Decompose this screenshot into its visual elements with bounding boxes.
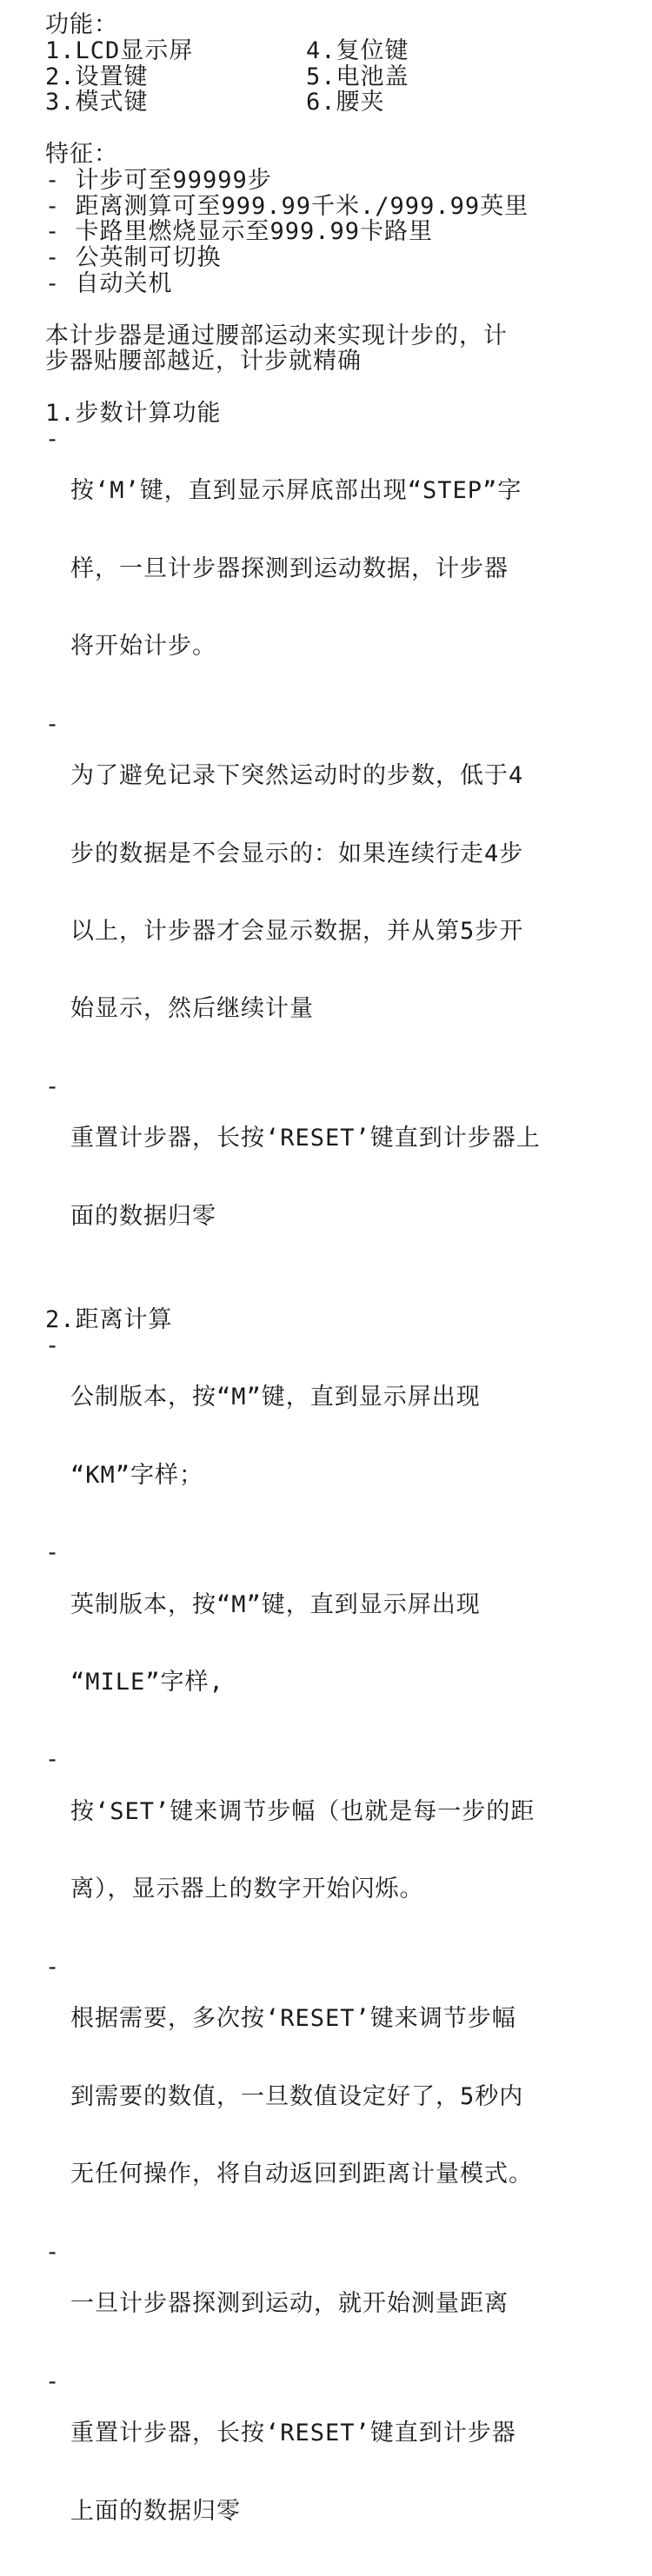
bullet-line: 以上，计步器才会显示数据，并从第5步开 (70, 917, 524, 945)
manual-document (45, 12, 628, 2576)
features-heading: 特征： (45, 140, 118, 168)
feature-item: - 计步可至99999步 (45, 166, 272, 194)
section1-bullet (45, 712, 628, 1074)
bullet-line: 面的数据归零 (70, 1202, 216, 1230)
bullet-dash: - (45, 425, 61, 453)
spacer (45, 116, 628, 142)
functions-heading: 功能： (45, 11, 118, 38)
bullet-line: 将开始计步。 (70, 633, 216, 661)
functions-row (45, 38, 628, 64)
bullet-dash: - (45, 1953, 61, 1981)
section2-bullet (45, 2240, 628, 2369)
bullet-dash: - (45, 710, 61, 738)
bullet-line: 根据需要，多次按‘RESET’键来调节步幅 (70, 2005, 516, 2033)
bullet-dash: - (45, 2367, 61, 2395)
bullet-line: “KM”字样； (70, 1461, 204, 1489)
bullet-dash: - (45, 1539, 61, 1567)
bullet-dash: - (45, 2238, 61, 2266)
section2-bullet (45, 2369, 628, 2576)
bullet-line: 按‘M’键，直到显示屏底部出现“STEP”字 (70, 477, 522, 505)
bullet-line: 到需要的数值，一旦数值设定好了，5秒内 (70, 2082, 524, 2110)
feature-item: - 卡路里燃烧显示至999.99卡路里 (45, 218, 434, 246)
bullet-line: 为了避免记录下突然运动时的步数，低于4 (70, 762, 524, 790)
section2-bullet (45, 1747, 628, 1954)
spacer (45, 1281, 628, 1307)
function-item: 3.模式键 (45, 89, 149, 116)
intro-line: 步器贴腰部越近，计步就精确 (45, 348, 362, 375)
bullet-line: 离），显示器上的数字开始闪烁。 (70, 1876, 424, 1903)
bullet-line: 公制版本，按“M”键，直到显示屏出现 (70, 1384, 481, 1411)
section2-bullet (45, 1540, 628, 1747)
bullet-line: 样，一旦计步器探测到运动数据，计步器 (70, 554, 509, 582)
intro-line: 本计步器是通过腰部运动来实现计步的，计 (45, 322, 508, 349)
bullet-line: 重置计步器，长按‘RESET’键直到计步器上 (70, 1125, 541, 1152)
bullet-dash: - (45, 1746, 61, 1774)
functions-row (45, 64, 628, 90)
bullet-line: 步的数据是不会显示的：如果连续行走4步 (70, 840, 524, 867)
function-item: 1.LCD显示屏 (45, 37, 194, 64)
bullet-line: 上面的数据归零 (70, 2497, 241, 2525)
section2-heading: 2.距离计算 (45, 1305, 173, 1333)
functions-row (45, 90, 628, 116)
section2-bullet (45, 1955, 628, 2240)
section2-bullet (45, 1333, 628, 1540)
spacer (45, 297, 628, 323)
feature-item: - 距离测算可至999.99千米./999.99英里 (45, 192, 529, 220)
bullet-line: 无任何操作，将自动返回到距离计量模式。 (70, 2161, 533, 2188)
function-item: 5.电池盖 (306, 63, 409, 90)
bullet-line: “MILE”字样, (70, 1669, 224, 1696)
bullet-line: 重置计步器，长按‘RESET’键直到计步器 (70, 2420, 516, 2447)
section1-heading: 1.步数计算功能 (45, 399, 222, 427)
section1-bullet (45, 1074, 628, 1281)
section1-bullet (45, 427, 628, 712)
feature-item: - 自动关机 (45, 269, 173, 297)
bullet-line: 英制版本，按“M”键，直到显示屏出现 (70, 1590, 481, 1618)
bullet-dash: - (45, 1331, 61, 1359)
function-item: 4.复位键 (306, 37, 409, 64)
feature-item: - 公英制可切换 (45, 244, 222, 272)
spacer (45, 375, 628, 401)
bullet-dash: - (45, 1072, 61, 1100)
bullet-line: 始显示，然后继续计量 (70, 995, 314, 1023)
function-item: 2.设置键 (45, 63, 149, 90)
function-item: 6.腰夹 (306, 89, 385, 116)
bullet-line: 按‘SET’键来调节步幅（也就是每一步的距 (70, 1797, 536, 1825)
bullet-line: 一旦计步器探测到运动，就开始测量距离 (70, 2290, 509, 2318)
